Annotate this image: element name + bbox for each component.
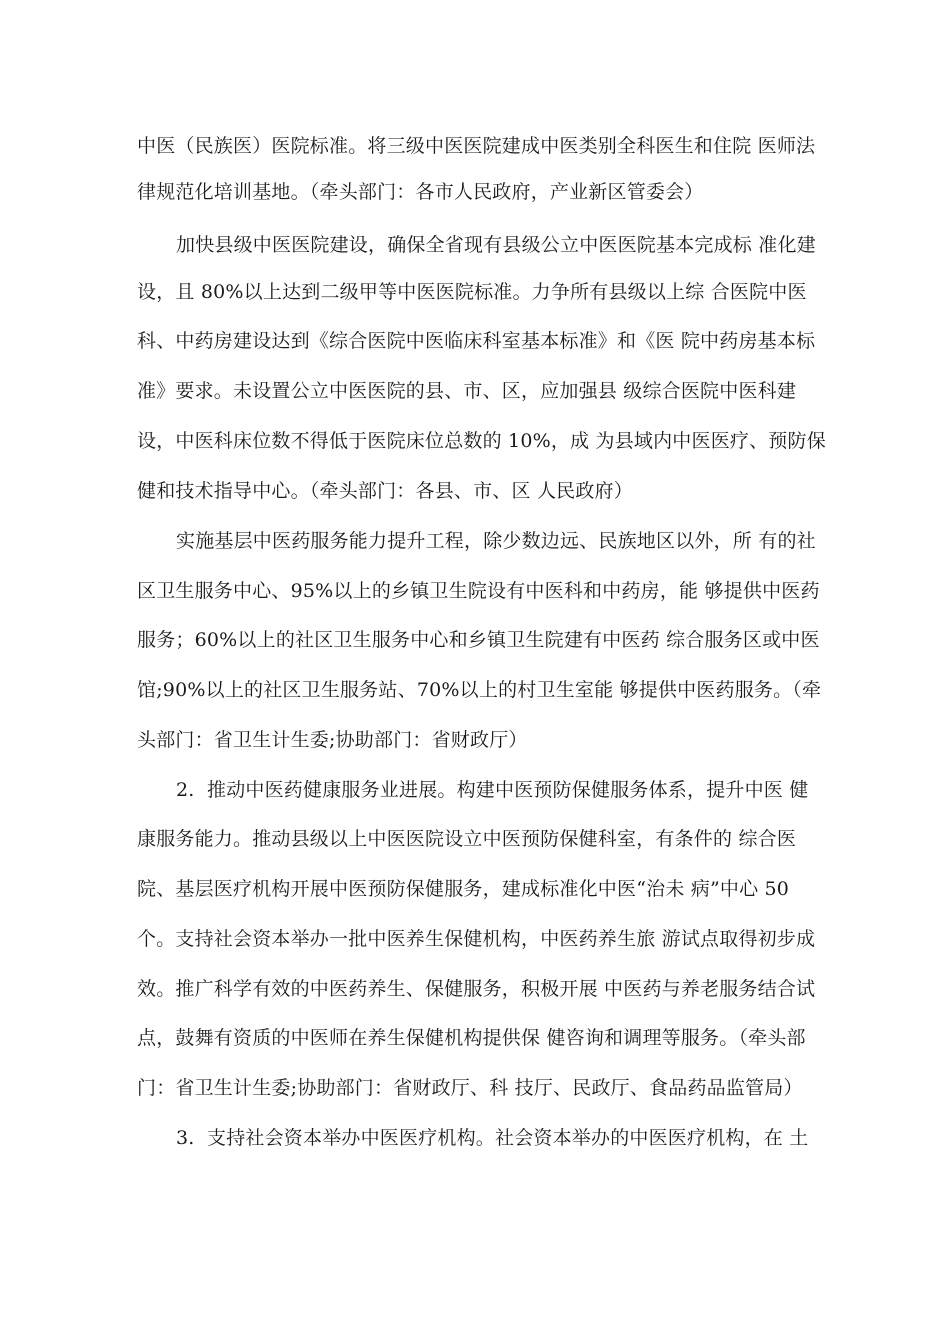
text-line: 服务；60%以上的社区卫生服务中心和乡镇卫生院建有中医药 综合服务区或中医 bbox=[137, 629, 820, 651]
text-line: 律规范化培训基地。（牵头部门：各市人民政府，产业新区管委会） bbox=[137, 181, 704, 203]
text-line: 3. 支持社会资本举办中医医疗机构。社会资本举办的中医医疗机构，在 土 bbox=[176, 1127, 809, 1149]
text-line: 加快县级中医医院建设，确保全省现有县级公立中医医院基本完成标 准化建 bbox=[176, 234, 816, 256]
text-line: 个。支持社会资本举办一批中医养生保健机构，中医药养生旅 游试点取得初步成 bbox=[137, 928, 816, 950]
text-line: 点，鼓舞有资质的中医师在养生保健机构提供保 健咨询和调理等服务。（牵头部 bbox=[137, 1027, 806, 1049]
text-line: 院、基层医疗机构开展中医预防保健服务，建成标准化中医“治未 病”中心 50 bbox=[137, 878, 790, 900]
text-line: 头部门：省卫生计生委;协助部门：省财政厅） bbox=[137, 729, 528, 751]
text-line: 门：省卫生计生委;协助部门：省财政厅、科 技厅、民政厅、食品药品监管局） bbox=[137, 1077, 803, 1099]
text-line: 设，中医科床位数不得低于医院床位总数的 10%，成 为县域内中医医疗、预防保 bbox=[137, 430, 826, 452]
text-line: 设，且 80%以上达到二级甲等中医医院标准。力争所有县级以上综 合医院中医 bbox=[137, 281, 807, 303]
text-line: 效。推广科学有效的中医药养生、保健服务，积极开展 中医药与养老服务结合试 bbox=[137, 978, 816, 1000]
text-line: 健和技术指导中心。（牵头部门：各县、市、区 人民政府） bbox=[137, 480, 633, 502]
text-line: 科、中药房建设达到《综合医院中医临床科室基本标准》和《医 院中药房基本标 bbox=[137, 330, 816, 352]
text-line: 康服务能力。推动县级以上中医医院设立中医预防保健科室，有条件的 综合医 bbox=[137, 828, 797, 850]
text-line: 区卫生服务中心、95%以上的乡镇卫生院设有中医科和中药房，能 够提供中医药 bbox=[137, 580, 820, 602]
text-line: 2. 推动中医药健康服务业进展。构建中医预防保健服务体系，提升中医 健 bbox=[176, 779, 809, 801]
text-line: 馆;90%以上的社区卫生服务站、70%以上的村卫生室能 够提供中医药服务。（牵 bbox=[137, 679, 822, 701]
text-line: 中医（民族医）医院标准。将三级中医医院建成中医类别全科医生和住院 医师法 bbox=[137, 135, 816, 157]
text-line: 实施基层中医药服务能力提升工程，除少数边远、民族地区以外，所 有的社 bbox=[176, 530, 816, 552]
text-line: 准》要求。未设置公立中医医院的县、市、区，应加强县 级综合医院中医科建 bbox=[137, 380, 797, 402]
